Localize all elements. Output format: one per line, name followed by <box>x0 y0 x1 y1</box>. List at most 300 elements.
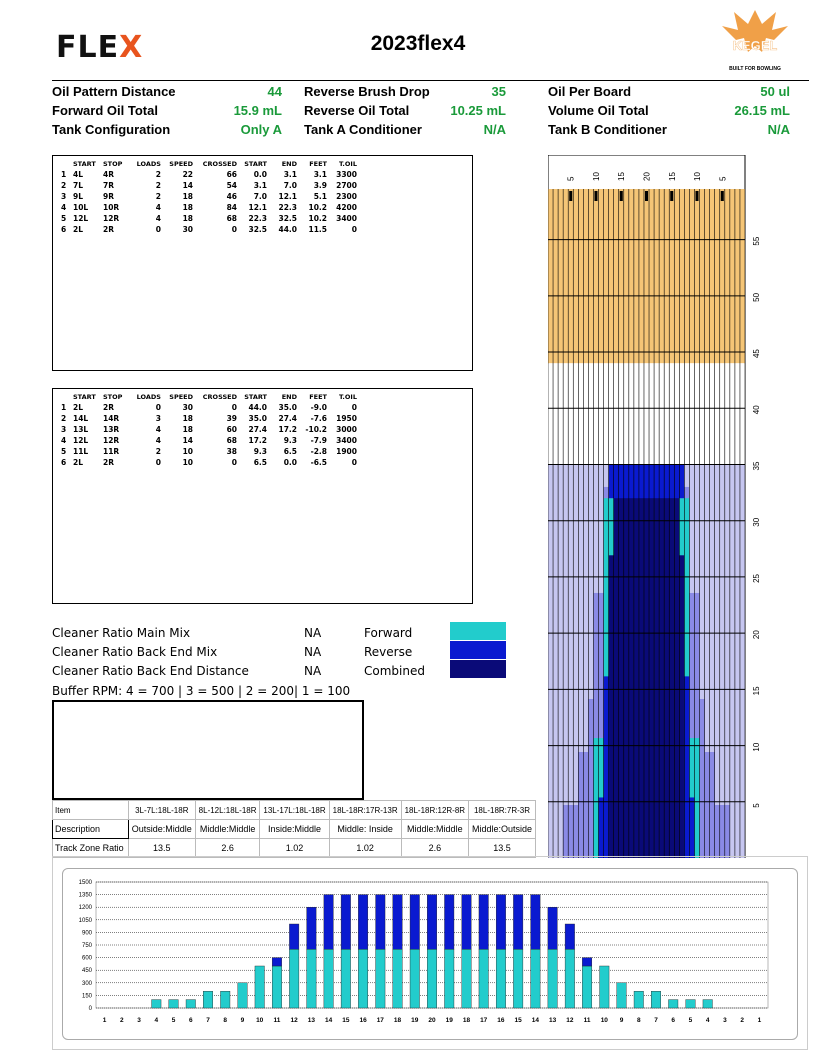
table-cell: 12.1 <box>278 192 297 201</box>
table-cell: 2R <box>103 225 114 234</box>
column-header: LOADS <box>136 392 161 401</box>
cleaner-ratio-label: Cleaner Ratio Back End Distance <box>52 664 249 678</box>
reverse-pass-table <box>52 388 473 604</box>
forward-bar <box>548 949 557 1008</box>
x-tick-label: 3 <box>723 1017 727 1024</box>
table-cell: -6.5 <box>310 458 327 467</box>
column-header: END <box>281 392 297 401</box>
reverse-pass-row <box>59 413 359 424</box>
forward-pass-row <box>59 180 359 191</box>
table-cell: 35.0 <box>278 403 297 412</box>
forward-bar <box>427 949 436 1008</box>
x-tick-label: 4 <box>705 1017 710 1024</box>
lane-board-cyan <box>694 738 699 858</box>
table-cell: 30 <box>182 403 193 412</box>
table-cell: 44.0 <box>248 403 267 412</box>
column-header: SPEED <box>169 392 193 401</box>
reverse-bar <box>513 895 522 950</box>
lane-board-combined <box>639 464 644 858</box>
x-tick-label: 13 <box>548 1017 557 1024</box>
x-tick-label: 12 <box>566 1017 574 1024</box>
x-tick-label: 18 <box>393 1017 402 1024</box>
table-cell: 14L <box>73 414 89 423</box>
table-cell: 54 <box>226 181 237 190</box>
table-cell: 3 <box>61 192 67 201</box>
forward-bar <box>376 949 385 1008</box>
legend-label: Combined <box>364 664 425 678</box>
side-tick-label: 15 <box>752 686 761 696</box>
table-cell: 17.2 <box>278 425 297 434</box>
summary-value: N/A <box>767 122 790 137</box>
forward-bar <box>220 991 229 1008</box>
table-cell: 0 <box>351 458 357 467</box>
reverse-bar <box>324 895 333 950</box>
table-cell: 22.3 <box>248 214 267 223</box>
lane-light-oil <box>548 363 745 464</box>
table-cell: 13L <box>73 425 89 434</box>
lane-board-combined <box>644 464 649 858</box>
x-tick-label: 1 <box>102 1017 107 1024</box>
forward-bar <box>238 983 247 1008</box>
lane-board-forward <box>700 699 705 858</box>
table-cell: 3400 <box>336 214 357 223</box>
table-cell: 0 <box>231 403 237 412</box>
table-cell: 7R <box>103 181 114 190</box>
column-header: END <box>281 159 297 168</box>
ratio-cell: 18L-18R:17R-13R <box>329 801 401 820</box>
summary-value: 26.15 mL <box>734 103 790 118</box>
table-cell: 2L <box>73 403 83 412</box>
y-tick-label: 750 <box>81 943 92 949</box>
table-cell: 10 <box>182 447 193 456</box>
table-cell: 0.0 <box>253 170 267 179</box>
column-header: STOP <box>103 392 123 401</box>
table-cell: 4 <box>155 203 161 212</box>
x-tick-label: 13 <box>307 1017 316 1024</box>
forward-bar <box>479 949 488 1008</box>
y-tick-label: 1200 <box>78 905 92 912</box>
table-cell: 12L <box>73 214 89 223</box>
lane-board-combined <box>614 464 619 858</box>
lane-board-forward <box>578 752 583 858</box>
table-cell: 2700 <box>336 181 357 190</box>
table-cell: 39 <box>226 414 237 423</box>
side-tick-label: 20 <box>752 630 761 640</box>
reverse-bar <box>289 924 298 949</box>
ratio-cell: 13.5 <box>469 839 536 858</box>
ratio-cell: 3L-7L:18L-18R <box>128 801 195 820</box>
track-zone-ratio-table <box>52 800 536 858</box>
column-header: START <box>73 392 96 401</box>
x-tick-label: 16 <box>359 1017 367 1024</box>
table-cell: 11L <box>73 447 89 456</box>
forward-bar <box>444 949 453 1008</box>
reverse-bar <box>307 907 316 949</box>
ratio-cell: Outside:Middle <box>128 820 195 839</box>
kegel-eagle-icon <box>716 6 794 72</box>
target-arrow <box>670 191 673 201</box>
table-cell: 27.4 <box>278 414 297 423</box>
summary-value: 10.25 mL <box>450 103 506 118</box>
top-tick-label: 5 <box>718 176 728 181</box>
table-cell: 68 <box>226 214 237 223</box>
table-cell: 46 <box>226 192 237 201</box>
column-header: CROSSED <box>202 392 237 401</box>
lane-board-forward <box>568 805 573 858</box>
x-tick-label: 9 <box>240 1017 245 1024</box>
y-tick-label: 0 <box>88 1006 92 1012</box>
table-cell: 4200 <box>336 203 357 212</box>
table-cell: 11R <box>103 447 120 456</box>
table-cell: 0 <box>155 458 161 467</box>
target-arrow <box>721 191 724 201</box>
table-cell: 3 <box>61 425 67 434</box>
ratio-cell: 1.02 <box>260 839 329 858</box>
table-cell: 14 <box>182 436 193 445</box>
lane-board-combined <box>659 464 664 858</box>
table-cell: 18 <box>182 214 193 223</box>
y-tick-label: 1350 <box>78 892 92 899</box>
reverse-bar <box>531 895 540 950</box>
table-cell: 22 <box>182 170 193 179</box>
x-tick-label: 10 <box>256 1017 264 1024</box>
column-header: STOP <box>103 159 123 168</box>
table-cell: 30 <box>182 225 193 234</box>
table-cell: 2 <box>155 170 161 179</box>
x-tick-label: 14 <box>324 1017 333 1024</box>
reverse-pass-row <box>59 402 359 413</box>
x-tick-label: 2 <box>740 1017 744 1024</box>
legend-swatch <box>450 641 506 659</box>
ratio-cell: 13L-17L:18L-18R <box>260 801 329 820</box>
forward-bar <box>634 991 643 1008</box>
reverse-bar <box>582 958 591 966</box>
lane-board-forward <box>710 752 715 858</box>
reverse-pass-row <box>59 446 359 457</box>
table-cell: 38 <box>226 447 237 456</box>
table-cell: 2 <box>61 414 67 423</box>
forward-bar <box>393 949 402 1008</box>
forward-bar <box>255 966 264 1008</box>
table-cell: 5.1 <box>313 192 327 201</box>
table-cell: 6.5 <box>283 447 297 456</box>
table-cell: 2L <box>73 458 83 467</box>
lane-board-cyan <box>593 738 598 858</box>
x-tick-label: 3 <box>137 1017 141 1024</box>
lane-board-combined <box>599 797 604 858</box>
table-cell: 1 <box>61 403 67 412</box>
svg-text:KEGEL: KEGEL <box>732 38 778 53</box>
x-tick-label: 11 <box>583 1017 591 1024</box>
lane-board-forward <box>588 699 593 858</box>
lane-board-combined <box>684 676 689 858</box>
target-arrow <box>569 191 572 201</box>
reverse-bar <box>548 907 557 949</box>
target-arrow <box>594 191 597 201</box>
lane-board-forward <box>705 752 710 858</box>
table-cell: 3.9 <box>313 181 327 190</box>
top-tick-label: 10 <box>693 172 703 181</box>
table-cell: 5 <box>61 214 67 223</box>
forward-pass-table <box>52 155 473 371</box>
forward-bar <box>668 1000 677 1008</box>
reverse-bar <box>410 895 419 950</box>
side-tick-label: 35 <box>752 461 761 471</box>
table-cell: 4R <box>103 170 114 179</box>
y-tick-label: 450 <box>81 968 92 975</box>
flex-logo: FLEX <box>56 30 144 65</box>
forward-bar <box>341 949 350 1008</box>
reverse-bar <box>358 895 367 950</box>
table-cell: 2300 <box>336 192 357 201</box>
table-cell: 3000 <box>336 425 357 434</box>
table-cell: 44.0 <box>278 225 297 234</box>
summary-label: Reverse Oil Total <box>304 103 410 118</box>
table-cell: -9.0 <box>310 403 327 412</box>
forward-pass-row <box>59 191 359 202</box>
ratio-cell: Track Zone Ratio <box>53 839 129 858</box>
table-cell: 9.3 <box>283 436 297 445</box>
table-cell: 84 <box>226 203 237 212</box>
summary-label: Volume Oil Total <box>548 103 649 118</box>
table-cell: 12.1 <box>248 203 267 212</box>
table-cell: 27.4 <box>248 425 267 434</box>
y-tick-label: 1050 <box>78 917 92 924</box>
legend-label: Forward <box>364 626 413 640</box>
y-tick-label: 600 <box>81 955 92 962</box>
summary-value: 50 ul <box>760 84 790 99</box>
ratio-cell: 8L-12L:18L-18R <box>195 801 260 820</box>
table-cell: 18 <box>182 414 193 423</box>
side-tick-label: 10 <box>752 742 761 752</box>
oil-volume-bar-chart <box>62 872 792 1034</box>
table-cell: 2R <box>103 403 114 412</box>
reverse-bar <box>479 895 488 950</box>
forward-pass-row <box>59 202 359 213</box>
reverse-pass-row <box>59 457 359 468</box>
table-cell: 10 <box>182 458 193 467</box>
reverse-bar <box>496 895 505 950</box>
ratio-cell: Middle:Outside <box>469 820 536 839</box>
forward-bar <box>582 966 591 1008</box>
forward-bar <box>565 949 574 1008</box>
lane-board-combined <box>619 464 624 858</box>
lane-board-combined <box>674 464 679 858</box>
summary-value: N/A <box>483 122 506 137</box>
column-header: FEET <box>309 159 327 168</box>
table-cell: 6 <box>61 458 67 467</box>
table-cell: 18 <box>182 425 193 434</box>
lane-board-forward <box>563 805 568 858</box>
lane-board-forward <box>573 805 578 858</box>
lane-board-combined <box>679 555 684 858</box>
forward-pass-row <box>59 224 359 235</box>
column-header: SPEED <box>169 159 193 168</box>
summary-label: Tank A Conditioner <box>304 122 422 137</box>
table-cell: 3.1 <box>283 170 297 179</box>
summary-value: 44 <box>267 84 282 99</box>
forward-pass-row <box>59 213 359 224</box>
x-tick-label: 16 <box>497 1017 505 1024</box>
cleaner-ratio-value: NA <box>304 645 322 659</box>
table-cell: 6.5 <box>253 458 267 467</box>
table-cell: 12L <box>73 436 89 445</box>
table-cell: 35.0 <box>248 414 267 423</box>
target-arrow <box>695 191 698 201</box>
x-tick-label: 7 <box>206 1017 210 1024</box>
lane-board-combined <box>629 464 634 858</box>
side-tick-label: 25 <box>752 574 761 583</box>
table-cell: 3.1 <box>313 170 327 179</box>
table-cell: 7.0 <box>283 181 297 190</box>
y-tick-label: 300 <box>81 980 92 987</box>
column-header: START <box>244 392 267 401</box>
side-tick-label: 45 <box>752 349 761 359</box>
x-tick-label: 8 <box>636 1017 641 1024</box>
reverse-pass-row <box>59 424 359 435</box>
reverse-bar <box>341 895 350 950</box>
summary-label: Tank Configuration <box>52 122 171 137</box>
table-cell: 2R <box>103 458 114 467</box>
ratio-cell: Middle:Middle <box>401 820 468 839</box>
lane-reverse-cap <box>609 464 685 498</box>
forward-pass-row <box>59 169 359 180</box>
table-cell: -7.9 <box>310 436 327 445</box>
table-cell: 1 <box>61 170 67 179</box>
table-cell: 7L <box>73 181 83 190</box>
lane-board-combined <box>634 464 639 858</box>
x-tick-label: 19 <box>445 1017 453 1024</box>
forward-bar <box>186 1000 195 1008</box>
forward-bar <box>651 991 660 1008</box>
legend-swatch <box>450 622 506 640</box>
ratio-cell: 2.6 <box>195 839 260 858</box>
table-cell: 9L <box>73 192 83 201</box>
x-tick-label: 9 <box>619 1017 624 1024</box>
table-cell: 14 <box>182 181 193 190</box>
ratio-cell: 2.6 <box>401 839 468 858</box>
target-arrow <box>620 191 623 201</box>
forward-bar <box>703 1000 712 1008</box>
summary-label: Oil Per Board <box>548 84 632 99</box>
ratio-cell: Middle:Middle <box>195 820 260 839</box>
table-cell: 0 <box>351 403 357 412</box>
table-cell: 4 <box>61 436 67 445</box>
x-tick-label: 15 <box>342 1017 350 1024</box>
column-header: T.OIL <box>338 392 357 401</box>
forward-bar <box>272 966 281 1008</box>
summary-label: Oil Pattern Distance <box>52 84 176 99</box>
forward-bar <box>289 949 298 1008</box>
table-cell: 7.0 <box>253 192 267 201</box>
x-tick-label: 11 <box>273 1017 281 1024</box>
table-cell: -10.2 <box>305 425 327 434</box>
x-tick-label: 10 <box>600 1017 608 1024</box>
column-header: CROSSED <box>202 159 237 168</box>
table-cell: 1900 <box>336 447 357 456</box>
x-tick-label: 12 <box>290 1017 298 1024</box>
kegel-tagline: BUILT FOR BOWLING <box>729 66 781 72</box>
forward-bar <box>513 949 522 1008</box>
lane-board-combined <box>669 464 674 858</box>
table-cell: 0 <box>231 225 237 234</box>
x-tick-label: 2 <box>120 1017 124 1024</box>
table-cell: 10.2 <box>308 214 327 223</box>
table-cell: 0 <box>351 225 357 234</box>
cleaner-ratio-value: NA <box>304 664 322 678</box>
table-cell: 32.5 <box>248 225 267 234</box>
lane-board-combined <box>654 464 659 858</box>
table-cell: 18 <box>182 192 193 201</box>
table-cell: 2 <box>155 192 161 201</box>
side-tick-label: 55 <box>752 236 761 246</box>
table-cell: 4 <box>155 214 161 223</box>
forward-bar <box>496 949 505 1008</box>
table-cell: 10.2 <box>308 203 327 212</box>
x-tick-label: 17 <box>480 1017 488 1024</box>
table-cell: -7.6 <box>310 414 327 423</box>
x-tick-label: 1 <box>757 1017 762 1024</box>
ratio-row <box>53 839 536 858</box>
table-cell: 12R <box>103 436 120 445</box>
reverse-bar <box>393 895 402 950</box>
lane-board-forward <box>583 752 588 858</box>
column-header: START <box>244 159 267 168</box>
lane-board-forward <box>725 805 730 858</box>
lane-board-combined <box>664 464 669 858</box>
table-cell: 4 <box>155 425 161 434</box>
summary-label: Tank B Conditioner <box>548 122 667 137</box>
ratio-cell: 13.5 <box>128 839 195 858</box>
x-tick-label: 5 <box>171 1017 176 1024</box>
reverse-bar <box>565 924 574 949</box>
lane-board-combined <box>609 555 614 858</box>
lane-board-combined <box>649 464 654 858</box>
table-cell: 13R <box>103 425 120 434</box>
ratio-cell: 18L-18R:7R-3R <box>469 801 536 820</box>
side-tick-label: 30 <box>752 517 761 527</box>
x-tick-label: 4 <box>154 1017 159 1024</box>
table-cell: 3 <box>155 414 161 423</box>
x-tick-label: 8 <box>223 1017 228 1024</box>
reverse-bar <box>272 958 281 966</box>
table-cell: 22.3 <box>278 203 297 212</box>
table-cell: 10L <box>73 203 89 212</box>
table-cell: 0 <box>155 403 161 412</box>
table-cell: 3400 <box>336 436 357 445</box>
forward-bar <box>307 949 316 1008</box>
ratio-row <box>53 820 536 839</box>
table-cell: 0 <box>155 225 161 234</box>
reverse-bar <box>444 895 453 950</box>
table-cell: 2L <box>73 225 83 234</box>
top-tick-label: 10 <box>591 172 601 181</box>
top-tick-label: 20 <box>642 172 652 181</box>
x-tick-label: 19 <box>411 1017 419 1024</box>
cleaner-ratio-label: Cleaner Ratio Main Mix <box>52 626 191 640</box>
top-tick-label: 15 <box>667 172 677 181</box>
summary-label: Reverse Brush Drop <box>304 84 430 99</box>
table-cell: 2 <box>155 181 161 190</box>
summary-value: 15.9 mL <box>233 103 282 118</box>
ratio-cell: Inside:Middle <box>260 820 329 839</box>
table-cell: 2 <box>155 447 161 456</box>
cleaner-ratio-value: NA <box>304 626 322 640</box>
ratio-cell: Description <box>53 820 129 839</box>
lane-board-forward <box>720 805 725 858</box>
table-cell: 14R <box>103 414 120 423</box>
summary-value: 35 <box>491 84 506 99</box>
